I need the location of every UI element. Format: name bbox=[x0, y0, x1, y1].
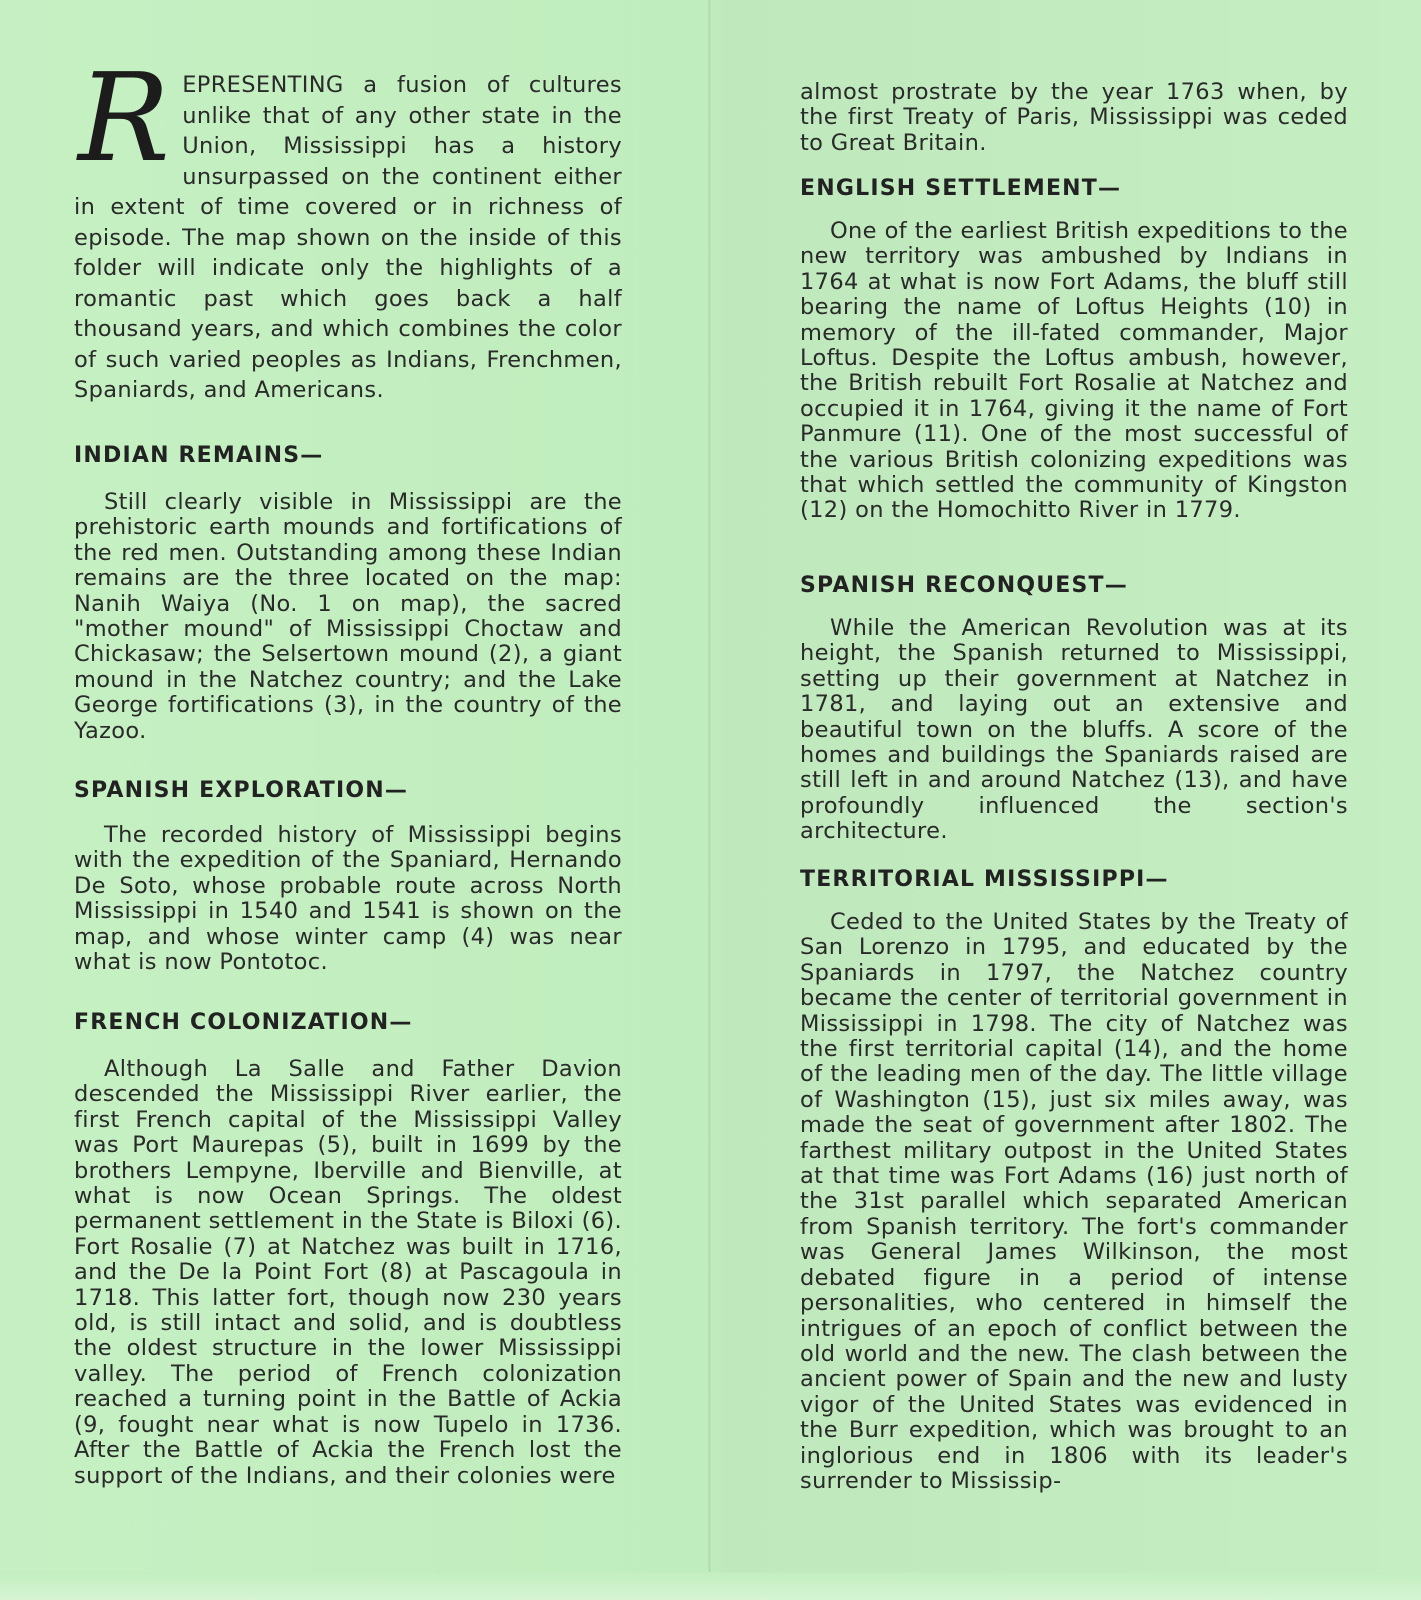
intro-text: a fusion of cultures unlike that of any other state in the Union, Mississippi has a history unsurpassed on the continent either in extent of time covered or in richness of episode. The map shown on the inside of this folder will indicate only the highlights of a romantic past which goes back a half thousand years, and which combines the color of such varied peoples as Indians, Frenchmen, Spaniards, and Americans. bbox=[74, 72, 622, 403]
english-settlement-heading: ENGLISH SETTLEMENT— bbox=[800, 176, 1122, 201]
territorial-mississippi-section bbox=[800, 867, 1348, 1494]
intro-section bbox=[74, 47, 622, 406]
territorial-mississippi-heading: TERRITORIAL MISSISSIPPI— bbox=[800, 867, 1169, 892]
intro-lead-word: EPRESENTING bbox=[182, 72, 344, 98]
spanish-exploration-section bbox=[74, 778, 622, 975]
french-colonization-section bbox=[74, 1010, 622, 1489]
indian-remains-text: Still clearly visible in Mississippi are the prehistoric earth mounds and fortifications of the red men. Outstanding among these Indian remains are the three located on the map: Nanih Waiya (No. 1 on map), the sacred "mother mound" of Mississippi Choctaw and Chickasaw; the Selsertown mound (2), a giant mound in the Natchez country; and the Lake George fortifications (3), in the country of the Yazoo. bbox=[74, 489, 622, 744]
indian-remains-section bbox=[74, 443, 622, 744]
drop-cap: R bbox=[78, 47, 171, 189]
spanish-reconquest-text: While the American Revolution was at its height, the Spanish returned to Mississippi, setting up their government at Natchez in 1781, and laying out an extensive and beautiful town on the bluffs. A score of the homes and buildings the Spaniards raised are still left in and around Natchez (13), and have profoundly influenced the section's architecture. bbox=[800, 615, 1348, 845]
spanish-exploration-heading: SPANISH EXPLORATION— bbox=[74, 778, 409, 803]
continued-text: almost prostrate by the year 1763 when, by the first Treaty of Paris, Mississippi was ceded to Great Britain. bbox=[800, 79, 1348, 156]
center-fold bbox=[708, 0, 711, 1600]
spanish-reconquest-section bbox=[800, 573, 1348, 845]
english-settlement-text: One of the earliest British expeditions to the new territory was ambushed by Indians in 1764 at what is now Fort Adams, the bluff still bearing the name of Loftus Heights (10) in memory of the ill-fated commander, Major Loftus. Despite the Loftus ambush, however, the British rebuilt Fort Rosalie at Natchez and occupied it in 1764, giving it the name of Fort Panmure (11). One of the most successful of the various British colonizing expeditions was that which settled the community of Kingston (12) on the Homochitto River in 1779. bbox=[800, 218, 1348, 524]
intro-paragraph bbox=[74, 47, 622, 406]
indian-remains-heading: INDIAN REMAINS— bbox=[74, 443, 324, 468]
spanish-exploration-text: The recorded history of Mississippi begins with the expedition of the Spaniard, Hernando De Soto, whose probable route across North Mississippi in 1540 and 1541 is shown on the map, and whose winter camp (4) was near what is now Pontotoc. bbox=[74, 822, 622, 976]
page-bottom-edge bbox=[0, 1572, 1421, 1600]
english-settlement-section bbox=[800, 176, 1348, 524]
spanish-reconquest-heading: SPANISH RECONQUEST— bbox=[800, 573, 1128, 598]
continued-section bbox=[800, 80, 1348, 156]
french-colonization-heading: FRENCH COLONIZATION— bbox=[74, 1010, 413, 1035]
territorial-mississippi-text: Ceded to the United States by the Treaty of San Lorenzo in 1795, and educated by the Spaniards in 1797, the Natchez country became the center of territorial government in Mississippi in 1798. The city of Natchez was the first territorial capital (14), and the home of the leading men of the day. The little village of Washington (15), just six miles away, was made the seat of government after 1802. The farthest military outpost in the United States at that time was Fort Adams (16) just north of the 31st parallel which separated American from Spanish territory. The fort's commander was General James Wilkinson, the most debated figure in a period of intense personalities, who centered in himself the intrigues of an epoch of conflict between the old world and the new. The clash between the ancient power of Spain and the new and lusty vigor of the United States was evidenced in the Burr expedition, which was brought to an inglorious end in 1806 with its leader's surrender to Mississip- bbox=[800, 909, 1348, 1494]
french-colonization-text: Although La Salle and Father Davion descended the Mississippi River earlier, the first French capital of the Mississippi Valley was Port Maurepas (5), built in 1699 by the brothers Lempyne, Iberville and Bienville, at what is now Ocean Springs. The oldest permanent settlement in the State is Biloxi (6). Fort Rosalie (7) at Natchez was built in 1716, and the De la Point Fort (8) at Pascagoula in 1718. This latter fort, though now 230 years old, is still intact and solid, and is doubtless the oldest structure in the lower Mississippi valley. The period of French colonization reached a turning point in the Battle of Ackia (9, fought near what is now Tupelo in 1736. After the Battle of Ackia the French lost the support of the Indians, and their colonies were bbox=[74, 1056, 622, 1489]
